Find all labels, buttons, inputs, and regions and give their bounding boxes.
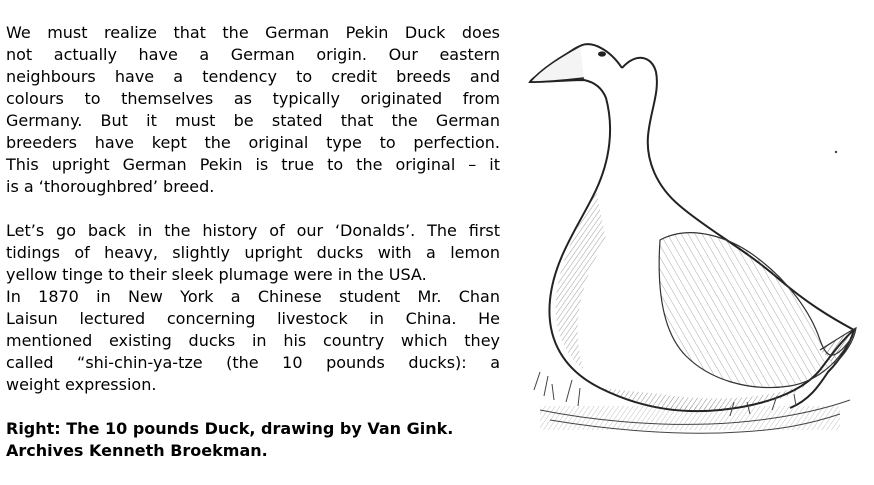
text-line: mentioned existing ducks in his country which they bbox=[6, 331, 500, 350]
paragraph-spacer bbox=[6, 198, 500, 220]
text-line: is a ‘thoroughbred’ breed. bbox=[6, 177, 215, 196]
caption-line: Right: The 10 pounds Duck, drawing by Van Gink. bbox=[6, 419, 454, 438]
grass-shading bbox=[540, 406, 840, 430]
text-line: yellow tinge to their sleek plumage were in the USA. bbox=[6, 265, 427, 284]
text-line: Let’s go back in the history of our ‘Donalds’. The first bbox=[6, 221, 500, 240]
duck-eye bbox=[598, 51, 606, 56]
image-caption bbox=[6, 418, 500, 462]
text-line: called “shi-chin-ya-tze (the 10 pounds ducks): a bbox=[6, 353, 500, 372]
text-line: This upright German Pekin is true to the original – it bbox=[6, 155, 500, 174]
paragraph-spacer bbox=[6, 396, 500, 418]
text-line: neighbours have a tendency to credit breeds and bbox=[6, 67, 500, 86]
text-line: tidings of heavy, slightly upright ducks with a lemon bbox=[6, 243, 500, 262]
caption-line: Archives Kenneth Broekman. bbox=[6, 441, 268, 460]
text-line: colours to themselves as typically originated from bbox=[6, 89, 500, 108]
text-line: breeders have kept the original type to perfection. bbox=[6, 133, 500, 152]
duck-illustration bbox=[510, 10, 870, 475]
article-text bbox=[6, 22, 500, 462]
text-line: weight expression. bbox=[6, 375, 157, 394]
text-line: Germany. But it must be stated that the German bbox=[6, 111, 500, 130]
paragraph-history bbox=[6, 220, 500, 396]
text-line: not actually have a German origin. Our eastern bbox=[6, 45, 500, 64]
paragraph-origin bbox=[6, 22, 500, 198]
text-line: We must realize that the German Pekin Duck does bbox=[6, 23, 500, 42]
paper-speck bbox=[835, 151, 837, 153]
text-line: Laisun lectured concerning livestock in China. He bbox=[6, 309, 500, 328]
text-line: In 1870 in New York a Chinese student Mr. Chan bbox=[6, 287, 500, 306]
duck-bill bbox=[530, 46, 584, 82]
